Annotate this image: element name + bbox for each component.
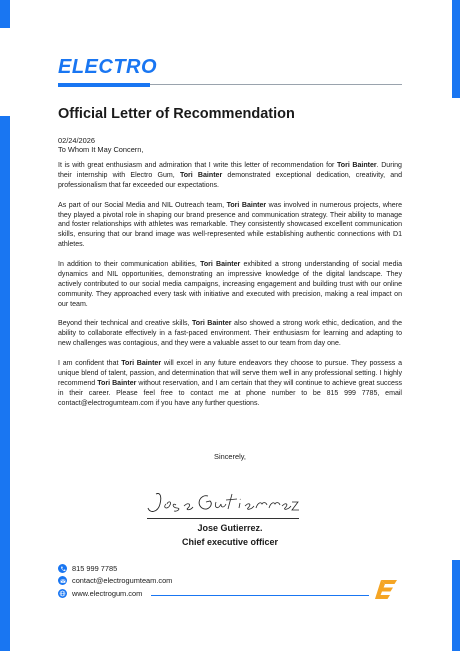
candidate-name: Tori Bainter [337, 162, 377, 169]
header-accent-line [58, 83, 150, 87]
closing: Sincerely, [214, 452, 246, 461]
letter-title: Official Letter of Recommendation [58, 106, 295, 122]
right-edge-decoration [452, 0, 460, 651]
candidate-name: Tori Bainter [121, 360, 162, 368]
globe-icon [58, 589, 67, 598]
salutation: To Whom It May Concern, [58, 145, 144, 154]
body-paragraph-1: It is with great enthusiasm and admiration that I write this letter of recommendation for Tori Bainter. During their internship with Electro Gum, Tori Bainter demonstrated exceptional dedication, creativity, and professionalism that far exceeded our expectations. [58, 162, 402, 189]
body-paragraph-4: Beyond their technical and creative skills, Tori Bainter also showed a strong work ethic, dedication, and the ability to collaborate effectively in a fast-paced environment. Their enthusiasm for learning and adapting to new challenges was contagious, and they were a valuable asset to our team from day one. [58, 320, 403, 348]
phone-number: 815 999 7785 [72, 564, 118, 573]
contact-website [58, 589, 142, 598]
letter-date: 02/24/2026 [58, 136, 95, 145]
candidate-name: Tori Bainter [97, 379, 137, 387]
email-icon [58, 576, 67, 585]
letter-body [58, 161, 402, 418]
candidate-name: Tori Bainter [179, 171, 223, 179]
electro-e-logo-icon [375, 578, 399, 602]
contact-email [58, 576, 172, 585]
signature-line [147, 518, 299, 519]
brand-logo: ELECTRO [58, 56, 158, 78]
body-paragraph-5: I am confident that Tori Bainter will excel in any future endeavors they choose to pursue. They possess a unique blend of talent, passion, and determination that will serve them well in any professional setting. I highly recommend Tori Bainter without reservation, and I am certain that they will continue to achieve great success in their career. Please feel free to contact me at phone number to be 815 999 7785, email contact@electrogumteam.com if you have any further questions. [58, 360, 403, 407]
candidate-name: Tori Bainter [226, 201, 267, 209]
candidate-name: Tori Bainter [192, 320, 232, 328]
footer-line [151, 595, 369, 596]
website-url: www.electrogum.com [72, 589, 143, 598]
body-paragraph-2: As part of our Social Media and NIL Outreach team, Tori Bainter was involved in numerous projects, where they played a pivotal role in shaping our brand presence and communication strategy. Their ability to manage and foster relationships with athletes was remarkable. They consistently showcased excellent communication skills, ensuring that our brand image was well-represented while establishing authentic connections with D1 athletes. [58, 201, 402, 249]
candidate-name: Tori Bainter [200, 261, 241, 269]
phone-icon [58, 564, 67, 573]
handwritten-signature [142, 484, 302, 520]
signer-name: Jose Gutierrez. [197, 523, 263, 533]
body-paragraph-3: In addition to their communication abilities, Tori Bainter exhibited a strong understanding of social media dynamics and NIL opportunities, demonstrating an impressive knowledge of the digital landscape. They actively contributed to our social media campaigns, increasing engagement and building trust with our online community. They approached every task with initiative and executed with precision, making a real impact on our team. [58, 261, 403, 308]
contact-phone [58, 564, 117, 573]
email-address: contact@electrogumteam.com [72, 576, 173, 585]
signer-title: Chief executive officer [181, 537, 279, 547]
header-divider [150, 84, 402, 85]
left-edge-decoration [0, 0, 10, 651]
